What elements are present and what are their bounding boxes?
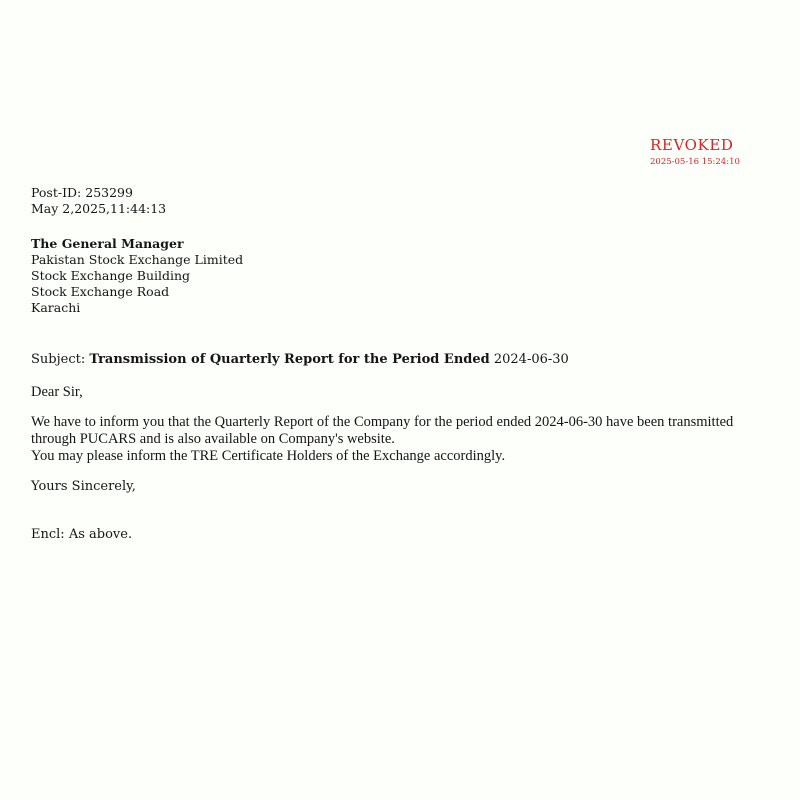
recipient-line-company: Pakistan Stock Exchange Limited bbox=[31, 252, 244, 267]
body-paragraph bbox=[31, 414, 733, 465]
body-paragraph-line-3: You may please inform the TRE Certificate Holders of the Exchange accordingly. bbox=[31, 448, 506, 464]
recipient-name: The General Manager bbox=[31, 236, 184, 251]
body-paragraph-line-2: through PUCARS and is also available on Company's website. bbox=[31, 431, 395, 447]
recipient-line-city: Karachi bbox=[31, 300, 81, 315]
salutation: Dear Sir, bbox=[31, 384, 83, 400]
enclosure: Encl: As above. bbox=[31, 527, 133, 542]
subject-title: Transmission of Quarterly Report for the Period Ended bbox=[89, 352, 490, 367]
post-meta bbox=[31, 185, 166, 217]
subject-date: 2024-06-30 bbox=[493, 352, 569, 367]
subject-label: Subject: bbox=[31, 352, 86, 367]
revoked-stamp-label: REVOKED bbox=[650, 136, 734, 154]
revoked-stamp bbox=[650, 136, 740, 167]
post-id: Post-ID: 253299 bbox=[31, 185, 133, 200]
subject-line bbox=[31, 352, 569, 367]
revoked-stamp-timestamp: 2025-05-16 15:24:10 bbox=[650, 157, 740, 167]
recipient-line-building: Stock Exchange Building bbox=[31, 268, 191, 283]
closing: Yours Sincerely, bbox=[31, 479, 136, 494]
recipient-line-road: Stock Exchange Road bbox=[31, 284, 170, 299]
body-paragraph-line-1: We have to inform you that the Quarterly Report of the Company for the period ended 2024-06-30 have been transmitted bbox=[31, 414, 734, 430]
recipient-address bbox=[31, 236, 243, 316]
post-datetime: May 2,2025,11:44:13 bbox=[31, 201, 167, 216]
